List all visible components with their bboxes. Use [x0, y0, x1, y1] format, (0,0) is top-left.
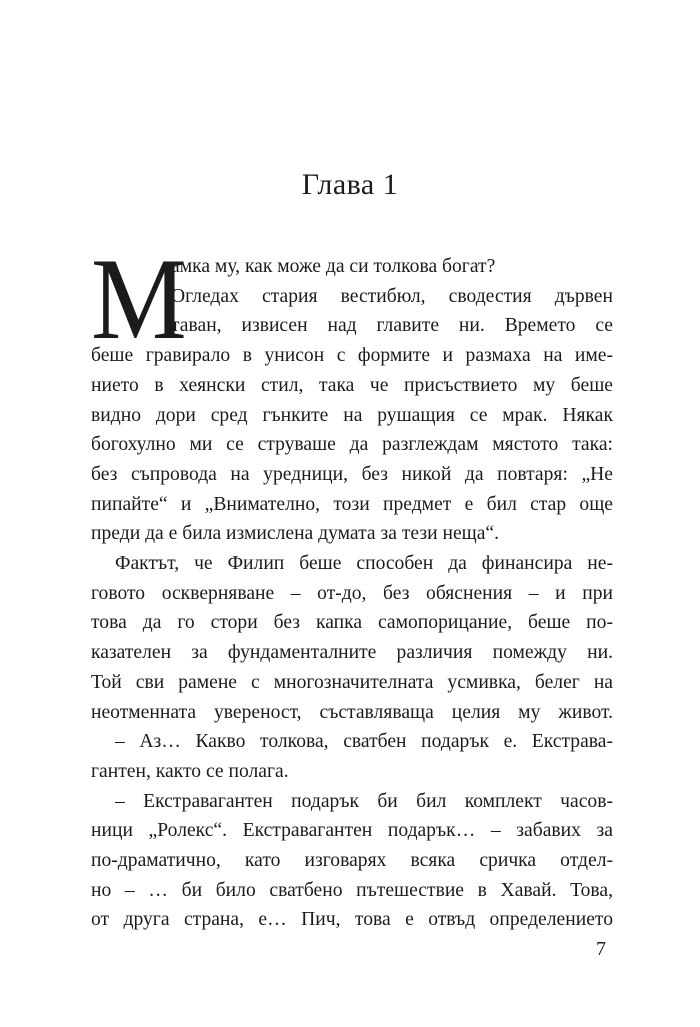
text-line: таван, извисен над главите ни. Времето се: [171, 315, 613, 337]
text-line: това да го стори без капка самопорицание, беше по-: [91, 612, 613, 634]
text-line: беше гравирало в унисон с формите и размаха на име-: [91, 345, 613, 367]
text-line: богохулно ми се струваше да разглеждам мястото така:: [91, 434, 613, 456]
text-line: гантен, както се полага.: [91, 760, 289, 782]
chapter-title: Глава 1: [301, 168, 399, 201]
text-line: – Екстравагантен подарък би бил комплект часов-: [115, 790, 613, 812]
text-line: амка му, как може да си толкова богат?: [171, 256, 496, 277]
text-line: но – … би било сватбено пътешествие в Хавай. Това,: [91, 879, 613, 901]
text-line: Огледах стария вестибюл, сводестия дървен: [171, 285, 613, 307]
text-line: пипайте“ и „Внимателно, този предмет е бил стар още: [91, 493, 613, 515]
text-line: от друга страна, е… Пич, това е отвъд определението: [91, 909, 613, 931]
text-line: без съпровода на уредници, без никой да повтаря: „Не: [91, 463, 613, 485]
body-text: [91, 235, 613, 935]
text-line: Той сви рамене с многозначителната усмивка, белег на: [91, 671, 613, 693]
text-line: Фактът, че Филип беше способен да финансира не-: [115, 553, 613, 575]
drop-cap-letter: М: [91, 235, 187, 364]
text-line: преди да е била измислена думата за тези неща“.: [91, 523, 500, 545]
text-line: неотменната увереност, съставляваща целия му живот.: [91, 701, 613, 723]
page-number: 7: [596, 938, 606, 960]
text-line: ници „Ролекс“. Екстравагантен подарък… – забавих за: [91, 820, 613, 842]
text-line: казателен за фундаменталните различия помежду ни.: [91, 642, 613, 664]
text-line: – Аз… Какво толкова, сватбен подарък е. Екстрава-: [115, 731, 613, 753]
text-line: говото оскверняване – от-до, без обяснения – и при: [91, 582, 613, 604]
text-line: по-драматично, като изговарях всяка сричка отдел-: [91, 850, 613, 872]
text-line: видно дори сред гънките на рушащия се мрак. Някак: [91, 404, 613, 426]
text-line: нието в хеянски стил, така че присъствието му беше: [91, 374, 613, 396]
